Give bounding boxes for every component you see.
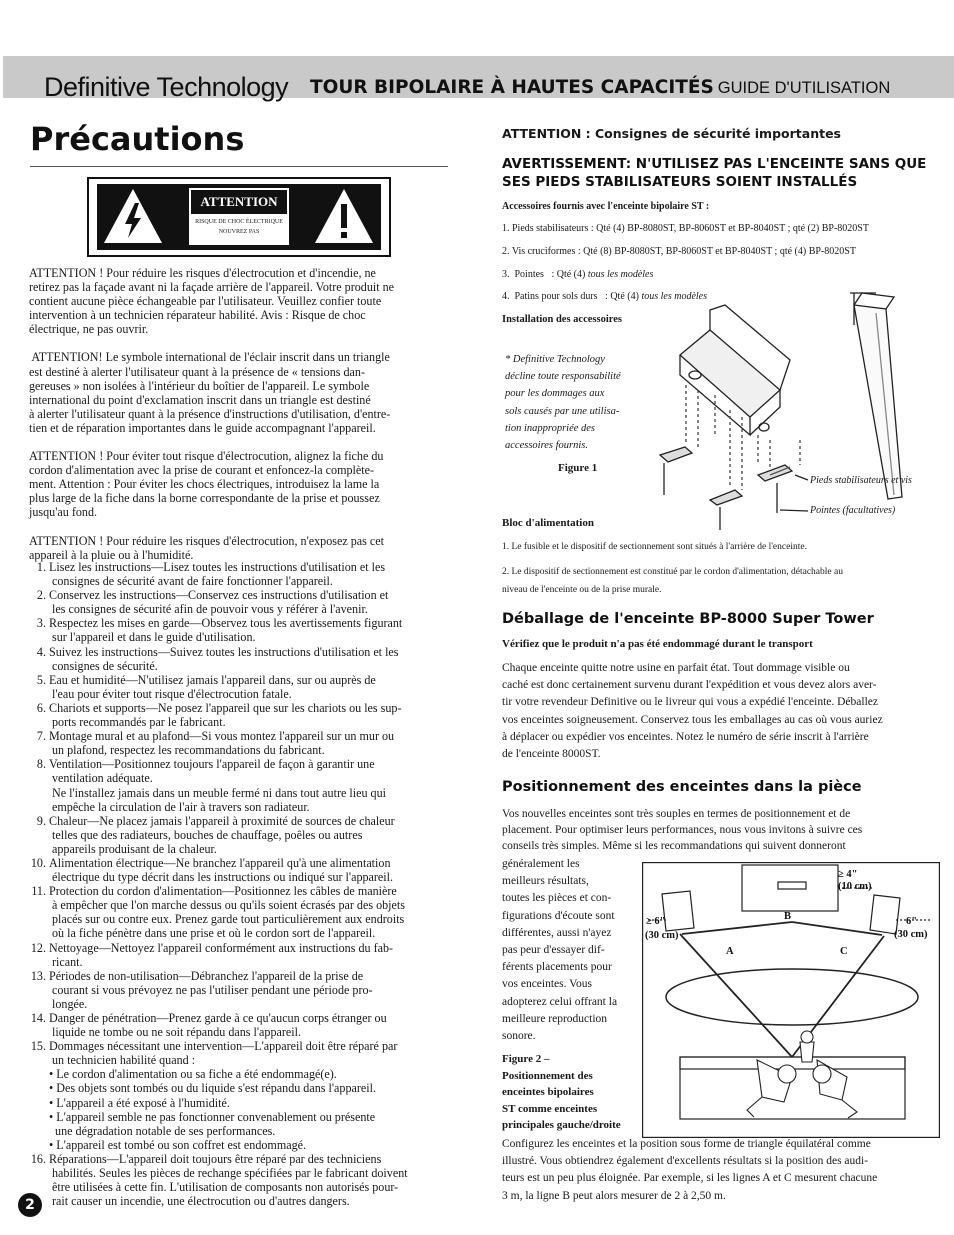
instruction-line: Protection du cordon d'alimentation—Positionnez les câbles de manière	[49, 884, 397, 899]
disclaimer	[505, 351, 655, 454]
line: 2. Le dispositif de sectionnement est constitué par le cordon d'alimentation, détachable au	[502, 567, 843, 577]
accessory-3	[502, 268, 932, 281]
instruction-number: 16.	[30, 1151, 46, 1166]
line: jusqu'au fond.	[29, 505, 98, 520]
paragraph-1	[29, 266, 451, 336]
instruction-number: 1.	[36, 560, 46, 574]
warning-line-2: NOUVREZ PAS	[218, 229, 260, 235]
instruction-line: Réparations—L'appareil doit toujours être réparé par des techniciens	[49, 1151, 382, 1166]
instruction-item	[29, 729, 453, 757]
line: retirez pas la façade avant ni la façade arrière de l'appareil. Votre produit ne	[29, 280, 395, 295]
line: placement. Pour optimiser leurs performances, nous vous invitons à suivre ces	[502, 824, 863, 837]
instruction-bullet: • Des objets sont tombés ou du liquide s'est répandu dans l'appareil.	[49, 1081, 377, 1096]
guide-label: GUIDE D'UTILISATION	[717, 79, 891, 97]
positioning-text-narrow	[502, 856, 642, 1045]
line: sonore.	[502, 1030, 536, 1043]
line-label-c: C	[840, 946, 848, 957]
instruction-number: 6.	[36, 700, 46, 715]
instruction-item	[29, 757, 453, 813]
warning-line-1: RISQUE DE CHOC ÉLECTRIQUE	[195, 219, 283, 225]
line: niveau de l'enceinte ou de la prise murale.	[502, 585, 662, 595]
unpacking-text	[502, 660, 932, 763]
exclamation-warning-icon	[312, 186, 376, 246]
instruction-number: 11.	[31, 884, 46, 899]
instruction-line: Chariots et supports—Ne posez l'appareil que sur les chariots ou les sup-	[49, 700, 402, 715]
instruction-line: Ne l'installez jamais dans un meuble fermé ni dans tout autre lieu qui	[52, 785, 386, 800]
line: Figure 2 –	[502, 1053, 550, 1065]
line: sols causés par une utilisa-	[505, 405, 620, 417]
document-title	[310, 77, 890, 98]
line: Vos nouvelles enceintes sont très souples en termes de positionnement et de	[502, 808, 851, 820]
figure-2-caption	[502, 1051, 642, 1134]
instruction-line: placés sur ou contre eux. Prenez garde tout particulièrement aux endroits	[52, 912, 405, 927]
line: teurs est un peu plus éloignée. Par exemple, si les lignes A et C mesurent chacune	[502, 1172, 878, 1185]
instruction-line: où la fiche pénètre dans une prise et où le cordon sort de l'appareil.	[52, 926, 376, 941]
line: vos enceintes. Vous	[502, 978, 592, 991]
title-rule	[30, 166, 448, 167]
instruction-number: 4.	[36, 644, 46, 659]
instruction-number: 3.	[36, 616, 46, 631]
line: Positionnement des	[502, 1069, 593, 1082]
paragraph-4	[29, 534, 451, 562]
power-block-heading: Bloc d'alimentation	[502, 517, 594, 529]
instruction-item	[29, 1011, 453, 1039]
line: Configurez les enceintes et la position sous forme de triangle équilatéral comme	[502, 1138, 871, 1150]
instruction-number: 10.	[30, 855, 46, 870]
instruction-line: sur l'appareil et dans le guide d'utilisation.	[52, 630, 256, 645]
instruction-number: 7.	[36, 729, 46, 744]
instruction-item	[29, 673, 453, 701]
line: gereuses » non isolées à l'intérieur du boîtier de l'appareil. Le symbole	[29, 378, 370, 393]
instruction-bullet: une dégradation notable de ses performances.	[49, 1123, 276, 1138]
line: AVERTISSEMENT: N'UTILISEZ PAS L'ENCEINTE SANS QUE	[502, 156, 927, 172]
line: est destiné à alerter l'utilisateur quant à la présence de « tensions dan-	[29, 364, 365, 379]
figure-1-label-spikes: Pointes (facultatives)	[810, 505, 896, 516]
instruction-line: Conservez les instructions—Conservez ces instructions d'utilisation et	[49, 588, 389, 603]
line: vos enceintes soigneusement. Conservez tous les emballages au cas où vous auriez	[502, 713, 883, 726]
instruction-line: Respectez les mises en garde—Observez tous les avertissements figurant	[49, 616, 403, 631]
instruction-number: 15.	[30, 1039, 46, 1054]
warning-heading	[502, 155, 932, 191]
line: ATTENTION ! Pour réduire les risques d'électrocution et d'incendie, ne	[29, 266, 376, 280]
instruction-line: Périodes de non-utilisation—Débranchez l'appareil de la prise de	[49, 968, 364, 983]
figure-2-diagram	[642, 862, 940, 1138]
instruction-line: électrique du type décrit dans les instructions ou indiqué sur l'appareil.	[52, 870, 394, 885]
line: intervention à un technicien réparateur habilité. Avis : Risque de choc	[29, 308, 366, 323]
instruction-bullet: • Le cordon d'alimentation ou sa fiche a été endommagé(e).	[49, 1067, 337, 1082]
warning-title: ATTENTION	[191, 190, 287, 214]
instruction-line: Lisez les instructions—Lisez toutes les instructions d'utilisation et les	[49, 560, 386, 574]
line: généralement les	[502, 858, 580, 870]
brand-name: Definitive Technology	[44, 72, 289, 102]
instruction-line: Dommages nécessitant une intervention—L'appareil doit être réparé par	[49, 1039, 398, 1054]
instruction-line: rait causer un incendie, une électrocution ou d'autres dangers.	[52, 1194, 350, 1209]
line: figurations d'écoute sont	[502, 909, 615, 922]
lightning-warning-icon	[101, 186, 165, 246]
instruction-line: consignes de sécurité avant de faire fonctionner l'appareil.	[52, 574, 333, 589]
line: ST comme enceintes	[502, 1102, 598, 1115]
instruction-item	[29, 969, 453, 1011]
positioning-heading: Positionnement des enceintes dans la pièce	[502, 779, 862, 795]
line: caché est donc certainement survenu durant l'expédition et vous devez alors aver-	[502, 679, 877, 692]
accessory-4-models: tous les modèles	[641, 291, 707, 302]
line: enceintes bipolaires	[502, 1086, 594, 1098]
instruction-line: un technicien habilité quand :	[52, 1053, 196, 1068]
line-label-a: A	[726, 946, 734, 957]
instruction-line: ricant.	[52, 954, 83, 969]
distance-right-metric: (30 cm)	[894, 929, 928, 940]
line: à déplacer ou expédier vos enceintes. Notez le numéro de série inscrit à l'arrière	[502, 730, 869, 743]
instruction-number: 5.	[36, 672, 46, 687]
instruction-line: liquide ne tombe ou ne soit répandu dans l'appareil.	[52, 1025, 302, 1040]
line: pas peur d'essayer dif-	[502, 944, 605, 957]
line: ment. Attention : Pour éviter les chocs électriques, introduisez la lame la	[29, 477, 380, 492]
line: meilleurs résultats,	[502, 875, 589, 888]
line: pour les dommages aux	[505, 388, 605, 400]
unpacking-subheading: Vérifiez que le produit n'a pas été endommagé durant le transport	[502, 638, 813, 650]
page-number: 2	[18, 1193, 42, 1217]
power-block-2	[502, 563, 932, 599]
figure-1-caption: Figure 1	[558, 462, 598, 474]
instruction-item	[29, 884, 453, 940]
line: appareil à la pluie ou à l'humidité.	[29, 547, 194, 562]
instruction-line: être utilisées à cette fin. L'utilisation de composants non autorisés pour-	[52, 1180, 399, 1195]
distance-right: 6"	[906, 916, 918, 927]
instruction-bullet: • L'appareil est tombé ou son coffret est endommagé.	[49, 1137, 307, 1152]
line: illustré. Vous obtiendrez également d'excellents résultats si la position des audi-	[502, 1155, 869, 1168]
instruction-bullet: • L'appareil a été exposé à l'humidité.	[49, 1095, 230, 1110]
line: international du point d'exclamation inscrit dans un triangle est destiné	[29, 392, 371, 407]
accessory-3-text: 3. Pointes : Qté (4)	[502, 269, 588, 280]
line: accessoires fournis.	[505, 440, 589, 452]
instruction-line: telles que des radiateurs, bouches de chauffage, poêles ou autres	[52, 827, 363, 842]
line: tion inappropriée des	[505, 422, 596, 434]
accessory-4-text: 4. Patins pour sols durs : Qté (4)	[502, 291, 642, 302]
instruction-line: à empêcher que l'on marche dessus ou qu'ils soient écrasés par des objets	[52, 898, 405, 913]
installation-heading: Installation des accessoires	[502, 314, 622, 325]
precaution-paragraphs	[29, 266, 451, 562]
line: ATTENTION! Le symbole international de l'éclair inscrit dans un triangle	[29, 350, 390, 365]
warning-text-panel	[188, 187, 290, 246]
line: * Definitive Technology	[505, 354, 605, 365]
product-title: TOUR BIPOLAIRE À HAUTES CAPACITÉS	[310, 77, 714, 98]
line: plus large de la fiche dans la borne correspondante de la prise et poussez	[29, 491, 380, 506]
instruction-line: Eau et humidité—N'utilisez jamais l'appareil dans, sur ou auprès de	[49, 672, 376, 687]
instruction-item	[29, 701, 453, 729]
instruction-line: les consignes de sécurité afin de pouvoir vous y référer à l'avenir.	[52, 602, 368, 617]
accessory-2: 2. Vis cruciformes : Qté (8) BP-8080ST, BP-8060ST et BP-8040ST ; qté (4) BP-8020ST	[502, 246, 856, 257]
instruction-item	[29, 1152, 453, 1208]
instruction-line: longée.	[52, 996, 88, 1011]
page-title: Précautions	[30, 120, 245, 158]
instruction-item	[29, 645, 453, 673]
line: cordon d'alimentation avec la prise de courant et enfoncez-la complète-	[29, 463, 375, 478]
paragraph-3	[29, 449, 451, 519]
instruction-line: ventilation adéquate.	[52, 771, 153, 786]
paragraph-2	[29, 350, 451, 435]
instruction-bullet: • L'appareil semble ne pas fonctionner convenablement ou présente	[49, 1109, 376, 1124]
line: tir votre revendeur Definitive ou le livreur qui vous a expédié l'enceinte. Déballez	[502, 696, 878, 709]
final-text	[502, 1136, 932, 1205]
instruction-line: Nettoyage—Nettoyez l'appareil conformément aux instructions du fab-	[49, 940, 394, 955]
line: 3 m, la ligne B peut alors mesurer de 2 à 2,50 m.	[502, 1189, 726, 1202]
line: adopterez celui offrant la	[502, 995, 618, 1008]
instruction-line: l'eau pour éviter tout risque d'électrocution fatale.	[52, 686, 292, 701]
instruction-number: 14.	[30, 1011, 46, 1025]
accessories-heading: Accessoires fournis avec l'enceinte bipolaire ST :	[502, 201, 710, 212]
line: toutes les pièces et con-	[502, 892, 612, 905]
positioning-text	[502, 806, 932, 855]
line: décline toute responsabilité	[505, 371, 621, 383]
distance-front: ≥ 4"	[838, 869, 858, 880]
line: tien et de réparation importantes dans le guide accompagnant l'appareil.	[29, 420, 376, 435]
instruction-item	[29, 616, 453, 644]
instruction-line: un plafond, respectez les recommandations du fabricant.	[52, 743, 325, 758]
instruction-line: appareils produisant de la chaleur.	[52, 841, 217, 856]
instruction-number: 2.	[36, 588, 46, 603]
figure-1-label-feet: Pieds stabilisateurs et vis	[810, 475, 912, 486]
instruction-item	[29, 560, 453, 588]
figure-1-illustration	[640, 285, 940, 530]
instruction-line: habilités. Seules les pièces de rechange spécifiées par le fabricant doivent	[52, 1166, 408, 1181]
instruction-item	[29, 856, 453, 884]
instruction-line: Chaleur—Ne placez jamais l'appareil à proximité de sources de chaleur	[49, 813, 395, 828]
line: meilleure reproduction	[502, 1012, 608, 1025]
instruction-line: ports recommandés par le fabricant.	[52, 715, 226, 730]
instruction-line: empêche la circulation de l'air à travers son radiateur.	[52, 799, 310, 814]
instruction-number: 9.	[36, 813, 46, 828]
instruction-number: 12.	[30, 940, 46, 955]
safety-instructions-list	[29, 560, 453, 1208]
line: férents placements pour	[502, 961, 612, 974]
accessory-1: 1. Pieds stabilisateurs : Qté (4) BP-8080ST, BP-8060ST et BP-8040ST ; qté (2) BP-8020ST	[502, 223, 869, 234]
line: Chaque enceinte quitte notre usine en parfait état. Tout dommage visible ou	[502, 662, 850, 674]
line-label-b: B	[784, 911, 792, 922]
power-block-1: 1. Le fusible et le dispositif de sectionnement sont situés à l'arrière de l'enceinte.	[502, 542, 807, 552]
instruction-line: Alimentation électrique—Ne branchez l'appareil qu'à une alimentation	[49, 855, 391, 870]
instruction-item	[29, 1039, 453, 1067]
line: SES PIEDS STABILISATEURS SOIENT INSTALLÉS	[502, 174, 858, 190]
instruction-line: Ventilation—Positionnez toujours l'appareil de façon à garantir une	[49, 757, 375, 772]
accessory-3-models: tous les modèles	[587, 269, 654, 280]
unpacking-heading: Déballage de l'enceinte BP-8000 Super Tower	[502, 611, 874, 627]
instruction-line: Suivez les instructions—Suivez toutes les instructions d'utilisation et les	[49, 644, 399, 659]
instruction-line: Montage mural et au plafond—Si vous montez l'appareil sur un mur ou	[49, 729, 395, 744]
instruction-number: 8.	[36, 757, 46, 772]
distance-front-metric: (10 cm)	[838, 881, 872, 892]
line: électrique, ne pas ouvrir.	[29, 322, 149, 337]
instruction-line: Danger de pénétration—Prenez garde à ce qu'aucun corps étranger ou	[49, 1011, 387, 1025]
instruction-number: 13.	[30, 968, 46, 983]
attention-heading: ATTENTION : Consignes de sécurité importantes	[502, 126, 841, 141]
instruction-item	[29, 814, 453, 856]
line: ATTENTION ! Pour réduire les risques d'électrocution, n'exposez pas cet	[29, 533, 384, 548]
line: contient aucune pièce échangeable par l'utilisateur. Veuillez confier toute	[29, 294, 382, 309]
line: de l'enceinte 8000ST.	[502, 748, 601, 761]
instruction-line: consignes de sécurité.	[52, 658, 158, 673]
line: principales gauche/droite	[502, 1119, 621, 1131]
instruction-line: courant si vous prévoyez ne pas l'utiliser pendant une période pro-	[52, 982, 373, 997]
distance-left: ≥ 6"	[646, 916, 666, 927]
line: conseils très simples. Même si les recommandations qui suivent donneront	[502, 840, 846, 853]
instruction-item	[29, 588, 453, 616]
line: à alerter l'utilisateur quant à la présence d'instructions d'utilisation, d'entre-	[29, 406, 391, 421]
line: ATTENTION ! Pour éviter tout risque d'électrocution, alignez la fiche du	[29, 449, 384, 464]
distance-left-metric: (30 cm)	[645, 930, 679, 941]
instruction-item	[29, 941, 453, 969]
line: différentes, aussi n'ayez	[502, 926, 612, 939]
